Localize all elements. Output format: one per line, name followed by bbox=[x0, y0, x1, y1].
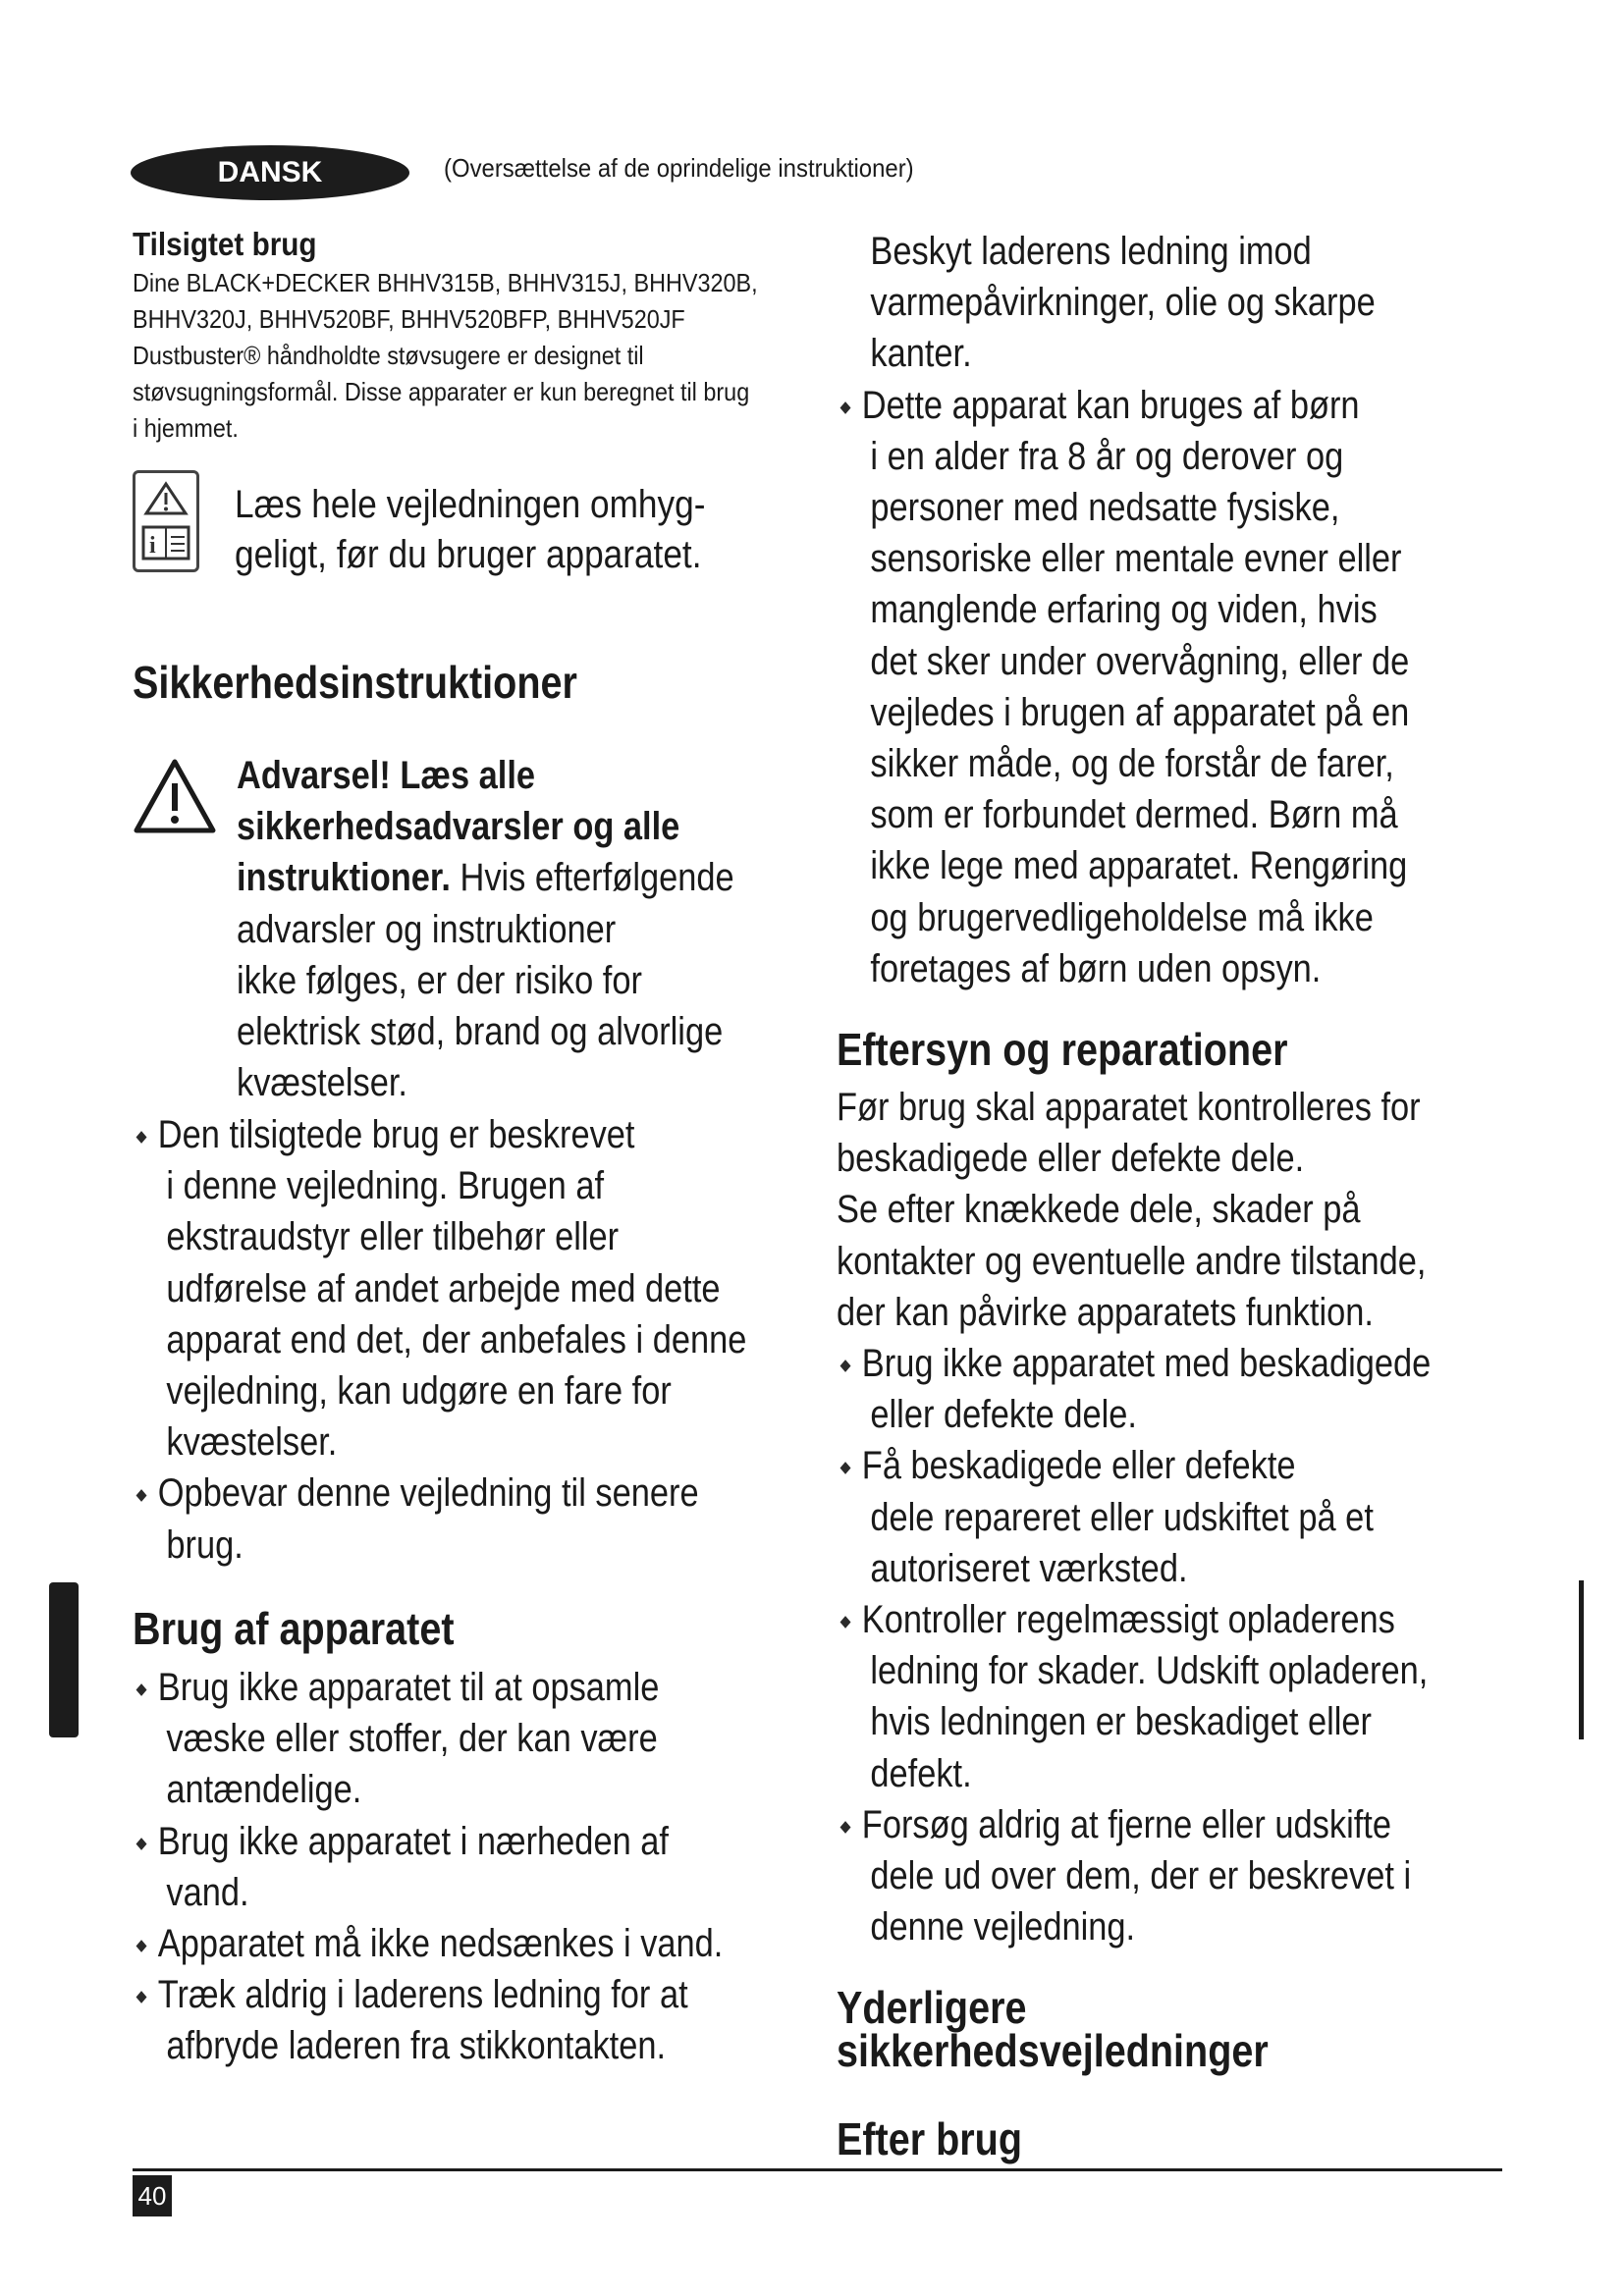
read-manual-icon bbox=[133, 470, 199, 572]
inspection-heading: Eftersyn og reparationer bbox=[837, 1024, 1288, 1075]
list-item-text: Brug ikke apparatet med beskadigede bbox=[861, 1342, 1432, 1386]
list-item-text: Dette apparat kan bruges af børn bbox=[861, 383, 1360, 427]
list-item-text: Træk aldrig i laderens ledning for at bbox=[157, 1973, 688, 2017]
warning-text: advarsler og instruktioner bbox=[237, 907, 617, 951]
safety-heading: Sikkerhedsinstruktioner bbox=[133, 657, 577, 708]
additional-heading-line: sikkerhedsvejledninger bbox=[837, 2025, 1269, 2076]
list-item-text: manglende erfaring og viden, hvis bbox=[870, 588, 1378, 632]
read-manual-text: Læs hele vejledningen omhyg- bbox=[234, 483, 705, 526]
list-item-text: i denne vejledning. Brugen af bbox=[166, 1164, 605, 1208]
list-item-text: Den tilsigtede brug er beskrevet bbox=[157, 1113, 635, 1156]
paragraph-line: beskadigede eller defekte dele. bbox=[837, 1137, 1305, 1181]
list-item-text: dele ud over dem, der er beskrevet i bbox=[870, 1854, 1412, 1898]
paragraph-line: Se efter knækkede dele, skader på bbox=[837, 1188, 1361, 1232]
list-item-text: Forsøg aldrig at fjerne eller udskifte bbox=[861, 1802, 1391, 1846]
intended-use-line: støvsugningsformål. Disse apparater er kun beregnet til brug bbox=[133, 377, 750, 406]
list-item bbox=[837, 1440, 1512, 1594]
list-item bbox=[133, 1918, 808, 1969]
list-item-text: denne vejledning. bbox=[870, 1905, 1136, 1949]
list-item-text: ekstraudstyr eller tilbehør eller bbox=[166, 1215, 620, 1259]
list-item-text: vejledes i brugen af apparatet på en bbox=[870, 690, 1410, 734]
warning-title: sikkerhedsadvarsler og alle bbox=[237, 805, 680, 849]
continued-text: kanter. bbox=[870, 332, 972, 376]
paragraph-line: kontakter og eventuelle andre tilstande, bbox=[837, 1239, 1427, 1283]
additional-heading bbox=[837, 1982, 1269, 2076]
continued-text: Beskyt laderens ledning imod bbox=[870, 230, 1312, 273]
warning-title: Advarsel! Læs alle bbox=[237, 754, 536, 797]
use-bullets bbox=[133, 1662, 808, 2072]
list-item-text: Brug ikke apparatet til at opsamle bbox=[157, 1666, 660, 1709]
safety-bullets bbox=[133, 1109, 808, 1571]
warning-text: kvæstelser. bbox=[237, 1061, 407, 1105]
warning-title: instruktioner. bbox=[237, 856, 451, 900]
continued-text: varmepåvirkninger, olie og skarpe bbox=[870, 281, 1376, 325]
after-use-heading: Efter brug bbox=[837, 2113, 1023, 2164]
language-badge: DANSK bbox=[131, 145, 409, 200]
list-item-text: antændelige. bbox=[166, 1768, 362, 1812]
list-item-text: Kontroller regelmæssigt opladerens bbox=[861, 1598, 1395, 1642]
read-manual-notice bbox=[133, 474, 800, 580]
list-item-text: defekt. bbox=[870, 1751, 972, 1795]
intended-use-line: Dine BLACK+DECKER BHHV315B, BHHV315J, BHHV320B, bbox=[133, 268, 758, 297]
list-item-text: Apparatet må ikke nedsænkes i vand. bbox=[157, 1922, 724, 1966]
list-item-text: Brug ikke apparatet i nærheden af bbox=[157, 1819, 669, 1863]
warning-text: Hvis efterfølgende bbox=[460, 856, 734, 900]
page-number: 40 bbox=[133, 2175, 172, 2216]
list-item-text: brug. bbox=[166, 1522, 244, 1567]
list-item bbox=[133, 1816, 808, 1918]
list-item bbox=[133, 1662, 808, 1816]
list-item-text: udførelse af andet arbejde med dette bbox=[166, 1266, 721, 1310]
list-item-text: Opbevar denne vejledning til senere bbox=[157, 1471, 699, 1516]
list-item-text: sikker måde, og de forstår de farer, bbox=[870, 742, 1394, 786]
paragraph-line: Før brug skal apparatet kontrolleres for bbox=[837, 1086, 1421, 1129]
additional-heading-line: Yderligere bbox=[837, 1982, 1027, 2033]
list-item-text: det sker under overvågning, eller de bbox=[870, 639, 1410, 683]
intended-use-line: Dustbuster® håndholdte støvsugere er designet til bbox=[133, 341, 644, 370]
translation-note: (Oversættelse af de oprindelige instruktioner) bbox=[444, 153, 914, 183]
list-item-text: ikke lege med apparatet. Rengøring bbox=[870, 844, 1408, 888]
margin-marker bbox=[1579, 1580, 1584, 1739]
list-item bbox=[837, 1594, 1512, 1799]
inspection-body bbox=[837, 1082, 1512, 1952]
list-item-text: kvæstelser. bbox=[166, 1420, 338, 1465]
left-column bbox=[133, 226, 800, 580]
list-item-text: som er forbundet dermed. Børn må bbox=[870, 793, 1398, 837]
warning-text: elektrisk stød, brand og alvorlige bbox=[237, 1010, 724, 1054]
list-item-text: afbryde laderen fra stikkontakten. bbox=[166, 2024, 667, 2068]
list-item bbox=[837, 1338, 1512, 1440]
list-item-text: ledning for skader. Udskift opladeren, bbox=[870, 1649, 1429, 1693]
list-item-text: eller defekte dele. bbox=[870, 1393, 1137, 1437]
list-item-text: personer med nedsatte fysiske, bbox=[870, 486, 1340, 530]
list-item-text: i en alder fra 8 år og derover og bbox=[870, 434, 1344, 478]
intended-use-line: BHHV320J, BHHV520BF, BHHV520BFP, BHHV520JF bbox=[133, 304, 685, 334]
list-item bbox=[133, 1969, 808, 2071]
paragraph-line: der kan påvirke apparatets funktion. bbox=[837, 1290, 1374, 1334]
use-heading: Brug af apparatet bbox=[133, 1603, 455, 1654]
list-item-text: vejledning, kan udgøre en fare for bbox=[166, 1369, 672, 1414]
right-column-top bbox=[837, 226, 1512, 994]
list-item bbox=[837, 1799, 1512, 1953]
list-item bbox=[133, 1468, 808, 1570]
warning-text: ikke følges, er der risiko for bbox=[237, 958, 642, 1002]
list-item bbox=[133, 1109, 808, 1468]
language-tab-marker bbox=[49, 1582, 79, 1737]
warning-triangle-icon bbox=[143, 481, 189, 516]
manual-book-icon bbox=[141, 523, 190, 562]
list-item-text: apparat end det, der anbefales i denne bbox=[166, 1317, 747, 1362]
intended-use-line: i hjemmet. bbox=[133, 413, 239, 443]
list-item-text: og brugervedligeholdelse må ikke bbox=[870, 895, 1374, 939]
list-item-text: vand. bbox=[166, 1870, 249, 1914]
list-item-text: hvis ledningen er beskadiget eller bbox=[870, 1700, 1372, 1744]
list-item-text: dele repareret eller udskiftet på et bbox=[870, 1495, 1374, 1539]
read-manual-text: geligt, før du bruger apparatet. bbox=[234, 533, 701, 576]
intended-use-heading: Tilsigtet brug bbox=[133, 226, 317, 262]
list-item-text: sensoriske eller mentale evner eller bbox=[870, 537, 1402, 581]
warning-icon bbox=[133, 758, 217, 834]
list-item-text: Få beskadigede eller defekte bbox=[861, 1444, 1296, 1488]
footer-rule bbox=[133, 2168, 1502, 2171]
svg-text:i: i bbox=[148, 532, 156, 559]
list-item-text: foretages af børn uden opsyn. bbox=[870, 946, 1322, 990]
list-item-text: væske eller stoffer, der kan være bbox=[166, 1717, 658, 1761]
list-item bbox=[837, 380, 1512, 994]
list-item-text: autoriseret værksted. bbox=[870, 1546, 1188, 1590]
